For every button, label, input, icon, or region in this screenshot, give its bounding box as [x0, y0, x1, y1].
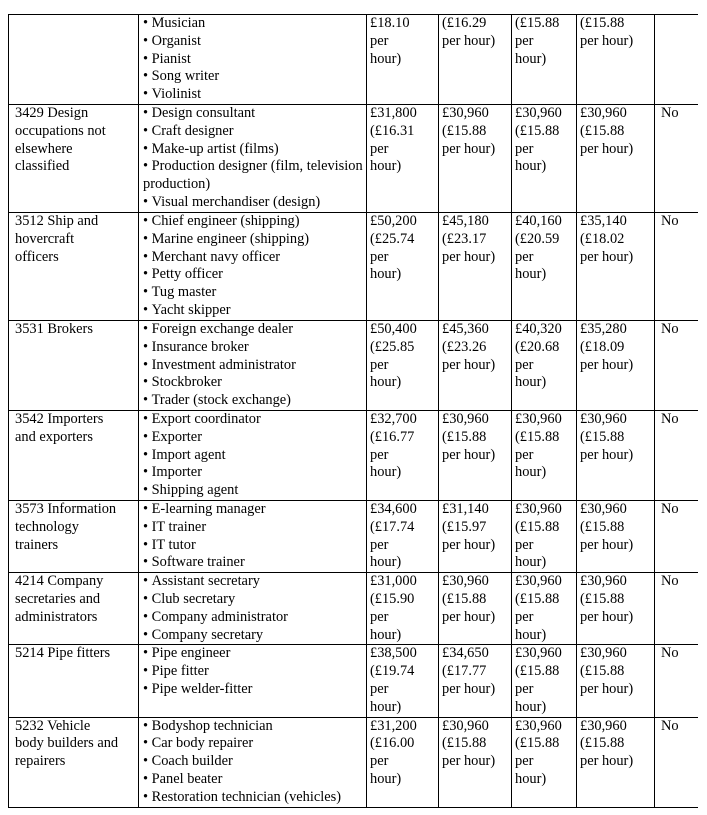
document-page: [8, 14, 698, 809]
job-title: • Song writer: [143, 68, 364, 86]
salary-cell-1: [367, 573, 439, 645]
salary-line: £30,960: [442, 717, 489, 734]
occupation-cell: [9, 717, 139, 807]
salary-line: (£15.90: [370, 590, 415, 607]
job-title: • Organist: [143, 33, 364, 51]
salary-line: per: [370, 446, 389, 463]
salary-line: (£15.88: [442, 735, 487, 752]
job-title: • Tug master: [143, 284, 364, 302]
table-row: [9, 213, 699, 321]
salary-line: £34,650: [442, 645, 489, 662]
job-titles-cell: [139, 213, 367, 321]
shortage-flag-cell: No: [655, 321, 699, 411]
salary-cell-1: [367, 411, 439, 501]
salary-line: £34,600: [370, 501, 417, 517]
job-title: • Production designer (film, television production): [143, 158, 364, 194]
salary-line: £30,960: [515, 645, 562, 662]
job-titles-cell: [139, 573, 367, 645]
job-titles-cell: [139, 501, 367, 573]
salary-line: (£20.59: [515, 230, 560, 247]
salary-line: per: [370, 753, 389, 770]
salary-line: (£15.97: [442, 518, 487, 535]
table-row: [9, 411, 699, 501]
job-title: • Stockbroker: [143, 374, 364, 392]
salary-line: per: [370, 680, 389, 697]
salary-cell-2: [439, 321, 512, 411]
shortage-flag-cell: No: [655, 645, 699, 717]
salary-line: (£16.77: [370, 428, 415, 445]
salary-line: per hour): [442, 536, 496, 553]
salary-line: £30,960: [580, 717, 627, 734]
salary-cell-4: [577, 321, 655, 411]
salary-line: (£15.88: [442, 428, 487, 445]
table-row: [9, 717, 699, 807]
salary-line: (£17.77: [442, 663, 487, 680]
salary-cell-2: [439, 645, 512, 717]
salary-line: (£15.88: [580, 518, 625, 535]
shortage-flag-cell: No: [655, 105, 699, 213]
salary-cell-3: [512, 213, 577, 321]
job-title: • Software trainer: [143, 554, 364, 572]
salary-line: £35,140: [580, 213, 627, 229]
salary-line: £35,280: [580, 321, 627, 337]
occupation-line: elsewhere: [15, 140, 73, 157]
salary-line: £30,960: [515, 717, 562, 734]
job-titles-cell: [139, 15, 367, 105]
salary-line: £50,400: [370, 321, 417, 337]
salary-line: hour): [515, 374, 547, 391]
salary-line: (£15.88: [515, 428, 560, 445]
salary-line: (£15.88: [580, 122, 625, 139]
table-row: [9, 573, 699, 645]
salary-cell-3: [512, 717, 577, 807]
salary-line: per: [515, 356, 534, 373]
occupation-line: 3531 Brokers: [15, 321, 93, 337]
salary-cell-3: [512, 645, 577, 717]
salary-line: hour): [370, 374, 402, 391]
salary-line: per: [515, 753, 534, 770]
salary-line: hour): [515, 698, 547, 715]
salary-line: per hour): [580, 680, 634, 697]
salary-cell-4: [577, 717, 655, 807]
job-title: • Petty officer: [143, 266, 364, 284]
salary-line: per hour): [580, 446, 634, 463]
salary-line: £38,500: [370, 645, 417, 662]
salary-line: £30,960: [580, 573, 627, 590]
salary-cell-3: (£15.88 per hour): [512, 15, 577, 105]
job-title: • Pipe welder-fitter: [143, 681, 364, 699]
occupation-line: 3512 Ship and: [15, 213, 99, 229]
table-row: [9, 501, 699, 573]
job-titles-cell: [139, 321, 367, 411]
salary-line: (£15.88: [515, 663, 560, 680]
job-title: • Shipping agent: [143, 482, 364, 500]
salary-line: hour): [370, 158, 402, 175]
job-titles-cell: [139, 105, 367, 213]
salary-line: (£23.17: [442, 230, 487, 247]
salary-line: hour): [515, 626, 547, 643]
job-title: • Violinist: [143, 86, 364, 104]
salary-line: (£15.88: [515, 518, 560, 535]
salary-cell-1: [367, 645, 439, 717]
salary-line: per hour): [580, 140, 634, 157]
job-title: • Foreign exchange dealer: [143, 321, 364, 339]
salary-line: £40,320: [515, 321, 562, 337]
shortage-flag-cell: No: [655, 501, 699, 573]
salary-line: £30,960: [515, 411, 562, 427]
occupation-line: 3542 Importers: [15, 411, 104, 427]
salary-line: £32,700: [370, 411, 417, 427]
job-title: • Importer: [143, 464, 364, 482]
job-title: • IT tutor: [143, 537, 364, 555]
salary-line: £31,140: [442, 501, 489, 517]
salary-cell-3: [512, 501, 577, 573]
shortage-flag-cell: No: [655, 411, 699, 501]
job-title: • Visual merchandiser (design): [143, 194, 364, 212]
job-title: • Trader (stock exchange): [143, 392, 364, 410]
job-title: • Export coordinator: [143, 411, 364, 429]
salary-line: hour): [370, 698, 402, 715]
salary-cell-1: [367, 501, 439, 573]
salary-line: hour): [370, 770, 402, 787]
salary-line: £30,960: [515, 573, 562, 590]
salary-line: per hour): [580, 536, 634, 553]
salary-line: hour): [515, 266, 547, 283]
occupation-line: technology: [15, 518, 79, 535]
salary-cell-4: [577, 213, 655, 321]
salary-line: per hour): [442, 356, 496, 373]
salary-line: (£15.88: [580, 428, 625, 445]
occupation-cell: [9, 645, 139, 717]
salary-cell-2: [439, 717, 512, 807]
salary-line: £31,200: [370, 717, 417, 734]
salary-line: per: [515, 140, 534, 157]
occupation-line: 5232 Vehicle: [15, 717, 91, 734]
salary-line: (£15.88: [515, 590, 560, 607]
salary-line: (£23.26: [442, 338, 487, 355]
salary-line: per hour): [580, 356, 634, 373]
salary-cell-1: [367, 105, 439, 213]
job-title: • Exporter: [143, 429, 364, 447]
salary-line: (£20.68: [515, 338, 560, 355]
table-row: [9, 645, 699, 717]
salary-cell-4: [577, 501, 655, 573]
shortage-flag-cell: [655, 15, 699, 105]
salary-line: per: [370, 248, 389, 265]
salary-line: (£25.74: [370, 230, 415, 247]
job-titles-cell: [139, 645, 367, 717]
salary-cell-2: [439, 501, 512, 573]
salary-line: hour): [515, 158, 547, 175]
job-title: • Insurance broker: [143, 339, 364, 357]
occupation-cell: [9, 15, 139, 105]
shortage-flag-cell: No: [655, 717, 699, 807]
salary-line: per hour): [580, 608, 634, 625]
job-title: • Pipe engineer: [143, 645, 364, 663]
job-title: • Marine engineer (shipping): [143, 231, 364, 249]
table-body: [9, 15, 699, 808]
job-title: • Panel beater: [143, 771, 364, 789]
salary-line: per: [515, 446, 534, 463]
occupation-cell: [9, 411, 139, 501]
job-title: • Musician: [143, 15, 364, 33]
salary-cell-4: [577, 573, 655, 645]
occupation-line: trainers: [15, 536, 59, 553]
salary-line: per hour): [580, 248, 634, 265]
job-title: • Club secretary: [143, 591, 364, 609]
occupation-line: officers: [15, 248, 59, 265]
salary-line: per: [370, 536, 389, 553]
salary-cell-3: [512, 411, 577, 501]
salary-line: £45,180: [442, 213, 489, 229]
salary-cell-1: £18.10 per hour): [367, 15, 439, 105]
occupation-cell: [9, 573, 139, 645]
salary-line: £30,960: [442, 411, 489, 427]
job-title: • IT trainer: [143, 519, 364, 537]
salary-line: per: [370, 608, 389, 625]
salary-line: £30,960: [580, 105, 627, 121]
job-title: • Chief engineer (shipping): [143, 213, 364, 231]
salary-line: £30,960: [580, 501, 627, 517]
salary-line: per hour): [442, 248, 496, 265]
occupation-line: 3429 Design: [15, 105, 89, 121]
salary-cell-3: [512, 573, 577, 645]
salary-line: (£15.88: [580, 663, 625, 680]
salary-line: £30,960: [515, 501, 562, 517]
occupation-cell: [9, 105, 139, 213]
occupation-line: administrators: [15, 608, 98, 625]
salary-line: £40,160: [515, 213, 562, 229]
salary-line: hour): [515, 554, 547, 571]
salary-line: per hour): [580, 753, 634, 770]
occupation-salary-table: [8, 14, 698, 808]
occupation-cell: [9, 321, 139, 411]
salary-cell-2: [439, 105, 512, 213]
job-title: • Import agent: [143, 447, 364, 465]
salary-line: per: [370, 140, 389, 157]
job-titles-cell: [139, 411, 367, 501]
job-title: • Bodyshop technician: [143, 718, 364, 736]
salary-line: £45,360: [442, 321, 489, 337]
salary-line: (£17.74: [370, 518, 415, 535]
table-row: [9, 15, 699, 105]
salary-line: per hour): [442, 446, 496, 463]
occupation-line: and exporters: [15, 428, 93, 445]
salary-line: £31,000: [370, 573, 417, 590]
salary-cell-2: [439, 213, 512, 321]
salary-line: £30,960: [580, 411, 627, 427]
salary-line: (£15.88: [442, 590, 487, 607]
salary-cell-4: (£15.88 per hour): [577, 15, 655, 105]
salary-line: per: [370, 356, 389, 373]
salary-line: hour): [370, 626, 402, 643]
table-row: [9, 321, 699, 411]
salary-line: hour): [515, 464, 547, 481]
salary-line: per: [515, 608, 534, 625]
job-title: • Pianist: [143, 51, 364, 69]
salary-cell-3: [512, 105, 577, 213]
salary-line: £50,200: [370, 213, 417, 229]
salary-cell-4: [577, 645, 655, 717]
salary-line: (£16.31: [370, 122, 415, 139]
job-title: • Craft designer: [143, 123, 364, 141]
table-row: [9, 105, 699, 213]
occupation-line: occupations not: [15, 122, 106, 139]
salary-line: (£25.85: [370, 338, 415, 355]
salary-line: (£18.09: [580, 338, 625, 355]
salary-line: per: [515, 248, 534, 265]
salary-line: (£15.88: [515, 122, 560, 139]
salary-cell-2: [439, 411, 512, 501]
salary-cell-3: [512, 321, 577, 411]
salary-line: hour): [515, 770, 547, 787]
occupation-line: body builders and: [15, 735, 119, 752]
salary-cell-1: [367, 321, 439, 411]
salary-line: £30,960: [580, 645, 627, 662]
job-title: • Car body repairer: [143, 735, 364, 753]
salary-line: (£15.88: [580, 735, 625, 752]
salary-line: £30,960: [442, 573, 489, 590]
occupation-line: 3573 Information: [15, 501, 117, 517]
occupation-line: 5214 Pipe fitters: [15, 645, 111, 662]
salary-cell-4: [577, 411, 655, 501]
salary-cell-2: (£16.29 per hour): [439, 15, 512, 105]
salary-line: per hour): [442, 608, 496, 625]
shortage-flag-cell: No: [655, 573, 699, 645]
salary-line: per hour): [442, 140, 496, 157]
occupation-line: 4214 Company: [15, 573, 104, 590]
salary-line: per hour): [442, 680, 496, 697]
job-title: • Restoration technician (vehicles): [143, 789, 364, 807]
salary-line: (£15.88: [442, 122, 487, 139]
salary-line: £30,960: [442, 105, 489, 121]
salary-line: £30,960: [515, 105, 562, 121]
salary-line: (£19.74: [370, 663, 415, 680]
salary-line: hour): [370, 464, 402, 481]
salary-line: £31,800: [370, 105, 417, 121]
job-title: • E-learning manager: [143, 501, 364, 519]
job-titles-cell: [139, 717, 367, 807]
occupation-cell: [9, 501, 139, 573]
job-title: • Company administrator: [143, 609, 364, 627]
shortage-flag-cell: No: [655, 213, 699, 321]
occupation-line: repairers: [15, 753, 66, 770]
salary-line: per hour): [442, 753, 496, 770]
job-title: • Company secretary: [143, 627, 364, 645]
salary-cell-4: [577, 105, 655, 213]
salary-cell-1: [367, 213, 439, 321]
salary-cell-1: [367, 717, 439, 807]
salary-line: (£16.00: [370, 735, 415, 752]
job-title: • Coach builder: [143, 753, 364, 771]
salary-line: per: [515, 536, 534, 553]
salary-line: per: [515, 680, 534, 697]
occupation-line: hovercraft: [15, 230, 75, 247]
occupation-line: secretaries and: [15, 590, 101, 607]
occupation-line: classified: [15, 158, 70, 175]
job-title: • Merchant navy officer: [143, 249, 364, 267]
salary-line: (£15.88: [580, 590, 625, 607]
salary-line: (£15.88: [515, 735, 560, 752]
salary-line: hour): [370, 266, 402, 283]
salary-line: (£18.02: [580, 230, 625, 247]
occupation-cell: [9, 213, 139, 321]
job-title: • Yacht skipper: [143, 302, 364, 320]
salary-line: hour): [370, 554, 402, 571]
job-title: • Assistant secretary: [143, 573, 364, 591]
job-title: • Investment administrator: [143, 357, 364, 375]
job-title: • Design consultant: [143, 105, 364, 123]
job-title: • Make-up artist (films): [143, 141, 364, 159]
job-title: • Pipe fitter: [143, 663, 364, 681]
salary-cell-2: [439, 573, 512, 645]
